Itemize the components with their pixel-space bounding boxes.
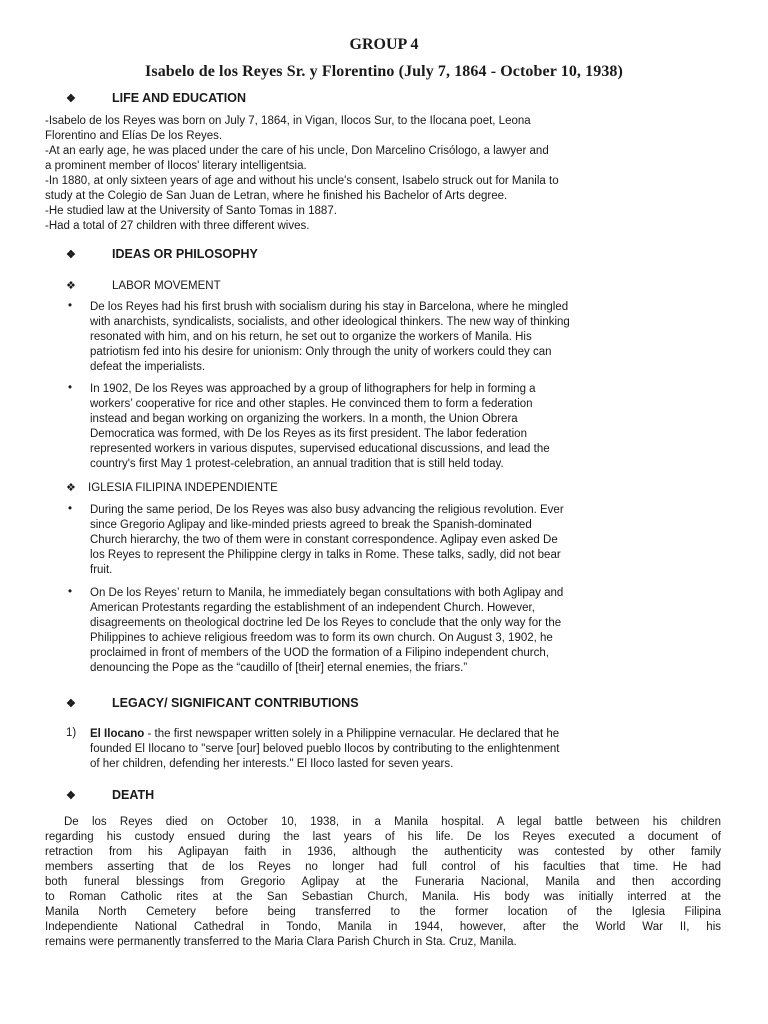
diamond-bullet-icon: ❖ bbox=[66, 280, 76, 292]
bullet-icon: • bbox=[68, 503, 73, 515]
death-text: De los Reyes died on October 10, 1938, in a Manila hospital. A legal battle between his children regarding his custody ensued during the last years of his life. De los Reyes executed a document of retraction from his Aglipayan faith in 1936, although the authenticity was contested by other family members asserting that de los Reyes no longer had full control of his faculties that time. He had both funeral blessings from Gregorio Aglipay at the Funeraria Nacional, Manila and then according to Roman Catholic rites at the San Sebastian Church, Manila. His body was initially interred at the Manila North Cemetery before being transferred to the former location of the Iglesia Filipina Independiente National Cathedral in Tondo, Manila in 1944, however, after the World War II, his remains were permanently transferred to the Maria Clara Parish Church in Sta. Cruz, Manila. bbox=[45, 816, 721, 948]
diamond-bullet-icon: ❖ bbox=[66, 249, 76, 261]
group-label: GROUP 4 bbox=[349, 36, 419, 53]
diamond-bullet-icon: ❖ bbox=[66, 790, 76, 802]
labor-bullet-2: In 1902, De los Reyes was approached by a group of lithographers for help in forming a workers’ cooperative for rice and other staples. He convinced them to form a federation instead and began working on organizing the workers. In a month, the Union Obrera Democratica was formed, with De los Reyes as its first president. The labor federation represented workers in various disputes, supervised educational discussions, and lead the country's first May 1 protest-celebration, an annual tradition that is still held today. bbox=[90, 383, 550, 470]
bullet-icon: • bbox=[68, 300, 73, 312]
subheading-labor-movement: ❖ LABOR MOVEMENT bbox=[66, 280, 221, 292]
labor-bullet-1: De los Reyes had his first brush with socialism during his stay in Barcelona, where he mingled with anarchists, syndicalists, socialists, and other ideological thinkers. The new way of thinking resonated with him, and on his return, he set out to organize the workers of Manila. His patriotism fed into his desire for unionism: Only through the unity of workers could they can defeat the imperialists. bbox=[90, 301, 570, 373]
section-heading-legacy: ❖ LEGACY/ SIGNIFICANT CONTRIBUTIONS bbox=[66, 696, 359, 710]
newspaper-name: El Ilocano bbox=[90, 728, 145, 740]
iglesia-bullet-1: During the same period, De los Reyes was also busy advancing the religious revolution. Ever since Gregorio Aglipay and like-minded priests agreed to break the Spanish-dominated Church hierarchy, the two of them were in constant correspondence. Aglipay even asked De los Reyes to represent the Philippine clergy in talks in Rome. These talks, sadly, did not bear fruit. bbox=[90, 504, 564, 576]
life-education-text: -Isabelo de los Reyes was born on July 7, 1864, in Vigan, Ilocos Sur, to the Ilocana poet, Leona Florentino and Elías De los Reyes. -At an early age, he was placed under the care of his uncle, Don Marcelino Crisólogo, a lawyer and a prominent member of Ilocos' literary intelligentsia. -In 1880, at only sixteen years of age and without his uncle's consent, Isabelo struck out for Manila to study at the Colegio de San Juan de Letran, where he finished his Bachelor of Arts degree. -He studied law at the University of Santo Tomas in 1887. -Had a total of 27 children with three different wives. bbox=[45, 115, 559, 232]
section-heading-death: ❖ DEATH bbox=[66, 788, 155, 802]
bullet-icon: • bbox=[68, 382, 73, 394]
section-heading-ideas: ❖ IDEAS OR PHILOSOPHY bbox=[66, 247, 258, 261]
legacy-item-1: El Ilocano - the first newspaper written solely in a Philippine vernacular. He declared that he founded El Ilocano to "serve [our] beloved pueblo Ilocos by contributing to the enlightenment of her children, defending her interests." El Iloco lasted for seven years. bbox=[90, 728, 560, 770]
diamond-bullet-icon: ❖ bbox=[66, 698, 76, 710]
iglesia-bullet-2: On De los Reyes’ return to Manila, he immediately began consultations with both Aglipay and American Protestants regarding the establishment of an independent Church. However, disagreements on theological doctrine led De los Reyes to conclude that the only way for the Philippines to achieve religious freedom was to form its own church. On August 3, 1902, he proclaimed in front of members of the UOD the formation of a Filipino independent church, denouncing the Pope as the “caudillo of [their] eternal enemies, the friars.” bbox=[90, 587, 564, 674]
diamond-bullet-icon: ❖ bbox=[66, 482, 76, 494]
subheading-iglesia: ❖ IGLESIA FILIPINA INDEPENDIENTE bbox=[66, 482, 278, 494]
list-number: 1) bbox=[66, 727, 77, 739]
diamond-bullet-icon: ❖ bbox=[66, 93, 76, 105]
bullet-icon: • bbox=[68, 586, 73, 598]
section-heading-life: ❖ LIFE AND EDUCATION bbox=[66, 91, 247, 105]
document-title: Isabelo de los Reyes Sr. y Florentino (July 7, 1864 - October 10, 1938) bbox=[145, 63, 623, 80]
